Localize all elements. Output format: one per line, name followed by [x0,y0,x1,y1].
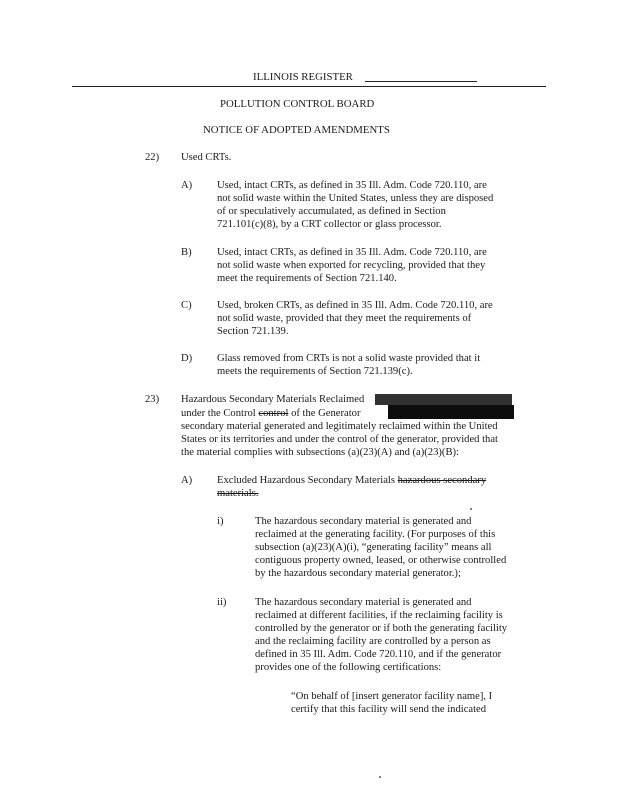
item-23-i-line: The hazardous secondary material is generated and [255,516,472,527]
board-title: POLLUTION CONTROL BOARD [220,98,375,110]
item-23-line2-b: of the Generator [291,408,361,419]
item-23-line: secondary material generated and legitimately reclaimed within the United [181,421,498,432]
item-23-line: the material complies with subsections (a)(23)(A) and (a)(23)(B): [181,447,459,458]
item-22-c-line: Used, broken CRTs, as defined in 35 Ill. Adm. Code 720.110, are [217,300,493,311]
certification-quote: “On behalf of [insert generator facility name], I [291,691,493,702]
item-23-ii-label: ii) [217,597,227,608]
item-22-title: Used CRTs. [181,152,232,163]
item-22-c-line: Section 721.139. [217,326,289,337]
item-22-a-line: not solid waste within the United States, unless they are disposed [217,193,494,204]
scan-speck [470,508,472,510]
item-23-line1: Hazardous Secondary Materials Reclaimed [181,394,365,405]
item-23-line: States or its territories and under the control of the generator, provided that [181,434,498,445]
header-underline [365,81,477,82]
redaction-block [375,394,512,405]
item-22-a-line: 721.101(c)(8), by a CRT collector or glass processor. [217,219,442,230]
redaction-block [388,405,514,419]
item-23-i-line: reclaimed at the generating facility. (For purposes of this [255,529,496,540]
item-23-number: 23) [145,394,160,405]
item-23-ii-line: controlled by the generator or if both the generating facility [255,623,508,634]
item-23-ii-line: reclaimed at different facilities, if the reclaiming facility is [255,610,503,621]
item-23-ii-line: and the reclaiming facility are controlled by a person as [255,636,491,647]
item-22-d-line: meets the requirements of Section 721.139(c). [217,366,413,377]
item-22-c-line: not solid waste, provided that they meet the requirements of [217,313,472,324]
notice-title: NOTICE OF ADOPTED AMENDMENTS [203,124,390,136]
item-22-b-line: not solid waste when exported for recycling, provided that they [217,260,486,271]
item-22-a-label: A) [181,180,193,191]
item-23-a-heading: Excluded Hazardous Secondary Materials [217,475,395,486]
item-22-b-label: B) [181,247,192,258]
item-23-i-line: subsection (a)(23)(A)(i), “generating facility” means all [255,542,492,553]
certification-quote: certify that this facility will send the indicated [291,704,487,715]
item-23-line2 [181,408,360,420]
item-23-line2-a: under the Control [181,408,256,419]
item-22-a-line: of or speculatively accumulated, as defined in Section [217,206,446,217]
item-23-i-line: contiguous property owned, leased, or otherwise controlled [255,555,507,566]
item-23-i-line: by the hazardous secondary material generator.); [255,568,461,579]
item-23-a-label: A) [181,475,193,486]
item-23-i-label: i) [217,516,224,527]
scan-speck [379,776,381,778]
item-22-c-label: C) [181,300,192,311]
item-23-a-strike2: materials. [217,488,259,499]
register-title: ILLINOIS REGISTER [253,71,353,83]
item-23-ii-line: provides one of the following certifications: [255,662,442,673]
item-22-d-label: D) [181,353,193,364]
item-22-d-line: Glass removed from CRTs is not a solid waste provided that it [217,353,481,364]
item-23-line2-strike: control [258,408,289,419]
header-rule [72,86,546,87]
item-23-ii-line: The hazardous secondary material is generated and [255,597,472,608]
item-23-ii-line: defined in 35 Ill. Adm. Code 720.110, and if the generator [255,649,502,660]
item-23-a-strike: hazardous secondary [397,475,487,486]
item-23-a-text [217,475,486,487]
item-22-number: 22) [145,152,160,163]
item-22-b-line: meet the requirements of Section 721.140. [217,273,397,284]
item-22-b-line: Used, intact CRTs, as defined in 35 Ill. Adm. Code 720.110, are [217,247,487,258]
item-22-a-line: Used, intact CRTs, as defined in 35 Ill. Adm. Code 720.110, are [217,180,487,191]
